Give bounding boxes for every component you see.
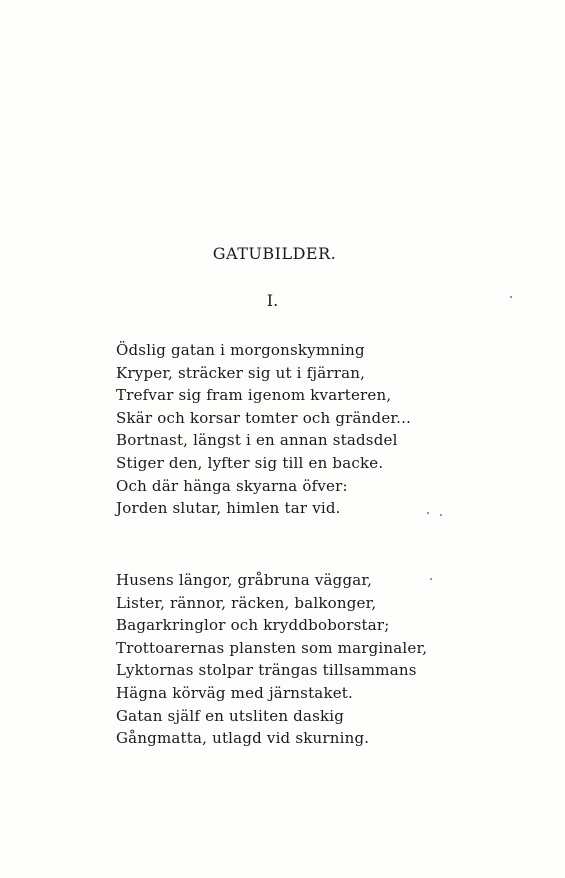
paper-speck [427, 512, 429, 514]
verse-line: Skär och korsar tomter och gränder... [116, 408, 412, 427]
verse-line: Kryper, sträcker sig ut i fjärran, [116, 363, 366, 382]
stanza-2 [116, 569, 427, 750]
paper-speck [430, 578, 432, 580]
section-number: I. [266, 291, 279, 310]
verse-line: Trefvar sig fram igenom kvarteren, [116, 386, 392, 405]
verse-line: Och där hänga skyarna öfver: [116, 476, 348, 495]
stanza-1 [116, 339, 411, 520]
verse-line: Trottoarernas plansten som marginaler, [116, 638, 428, 657]
paper-speck [510, 296, 512, 298]
paper-speck [440, 514, 442, 516]
verse-line: Gångmatta, utlagd vid skurning. [116, 729, 370, 748]
verse-line: Jorden slutar, himlen tar vid. [116, 499, 341, 518]
verse-line: Bortnast, längst i en annan stadsdel [116, 431, 398, 450]
verse-line: Lyktornas stolpar trängas tillsammans [116, 661, 417, 680]
verse-line: Stiger den, lyfter sig till en backe. [116, 453, 384, 472]
poem-title: GATUBILDER. [212, 244, 337, 263]
verse-line: Husens längor, gråbruna väggar, [116, 571, 373, 589]
verse-line: Bagarkringlor och kryddboborstar; [116, 616, 390, 635]
verse-line: Ödslig gatan i morgonskymning [116, 341, 365, 359]
verse-line: Gatan själf en utsliten daskig [116, 706, 345, 725]
verse-line: Lister, rännor, räcken, balkonger, [116, 593, 377, 612]
verse-line: Hägna körväg med järnstaket. [116, 683, 354, 702]
